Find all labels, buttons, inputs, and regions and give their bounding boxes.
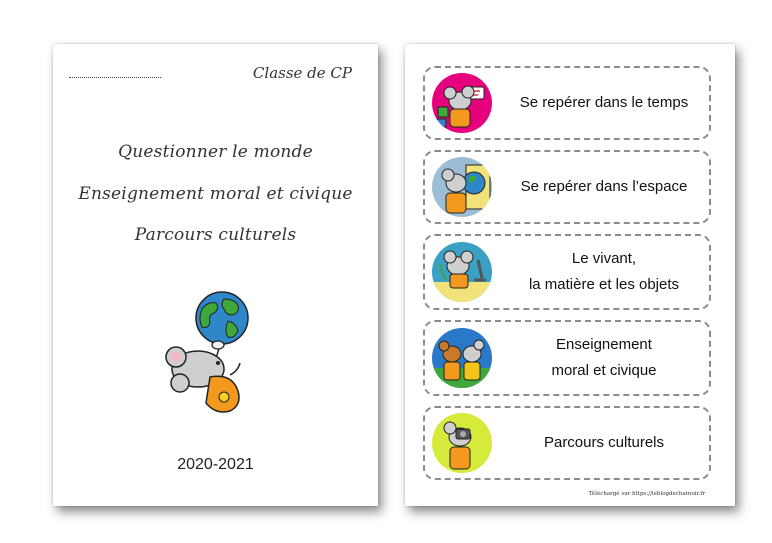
label-text-space bbox=[505, 152, 703, 222]
label-line: Parcours culturels bbox=[543, 434, 665, 451]
labels-page bbox=[405, 44, 735, 506]
microscope-mouse-icon bbox=[432, 242, 492, 302]
label-card-moral bbox=[423, 320, 711, 396]
label-line: Se repérer dans l’espace bbox=[520, 178, 688, 195]
title-line-1: Questionner le monde bbox=[118, 142, 313, 162]
name-line bbox=[69, 77, 161, 78]
label-line: la matière et les objets bbox=[528, 276, 680, 293]
label-text-living bbox=[505, 236, 703, 308]
class-label: Classe de CP bbox=[252, 64, 352, 82]
label-card-space bbox=[423, 150, 711, 224]
label-text-moral bbox=[505, 322, 703, 394]
label-text-time bbox=[505, 68, 703, 138]
label-text-culture bbox=[505, 408, 703, 478]
clock-mouse-icon bbox=[432, 73, 492, 133]
title-line-3: Parcours culturels bbox=[134, 225, 297, 245]
title-line-2: Enseignement moral et civique bbox=[78, 184, 353, 204]
label-line: Se repérer dans le temps bbox=[519, 94, 689, 111]
label-card-time bbox=[423, 66, 711, 140]
label-card-living bbox=[423, 234, 711, 310]
label-line: Le vivant, bbox=[571, 250, 637, 267]
label-card-culture bbox=[423, 406, 711, 480]
label-line: Enseignement bbox=[556, 336, 652, 353]
mouse-holding-globe-illustration bbox=[158, 289, 278, 414]
two-mice-icon bbox=[432, 328, 492, 388]
download-credit: Téléchargé sur https://leblogdechatnoir.fr bbox=[588, 491, 705, 497]
globe-mouse-icon bbox=[432, 157, 492, 217]
camera-mouse-icon bbox=[432, 413, 492, 473]
cover-page bbox=[53, 44, 378, 506]
school-year: 2020-2021 bbox=[177, 456, 254, 473]
label-line: moral et civique bbox=[551, 362, 657, 379]
